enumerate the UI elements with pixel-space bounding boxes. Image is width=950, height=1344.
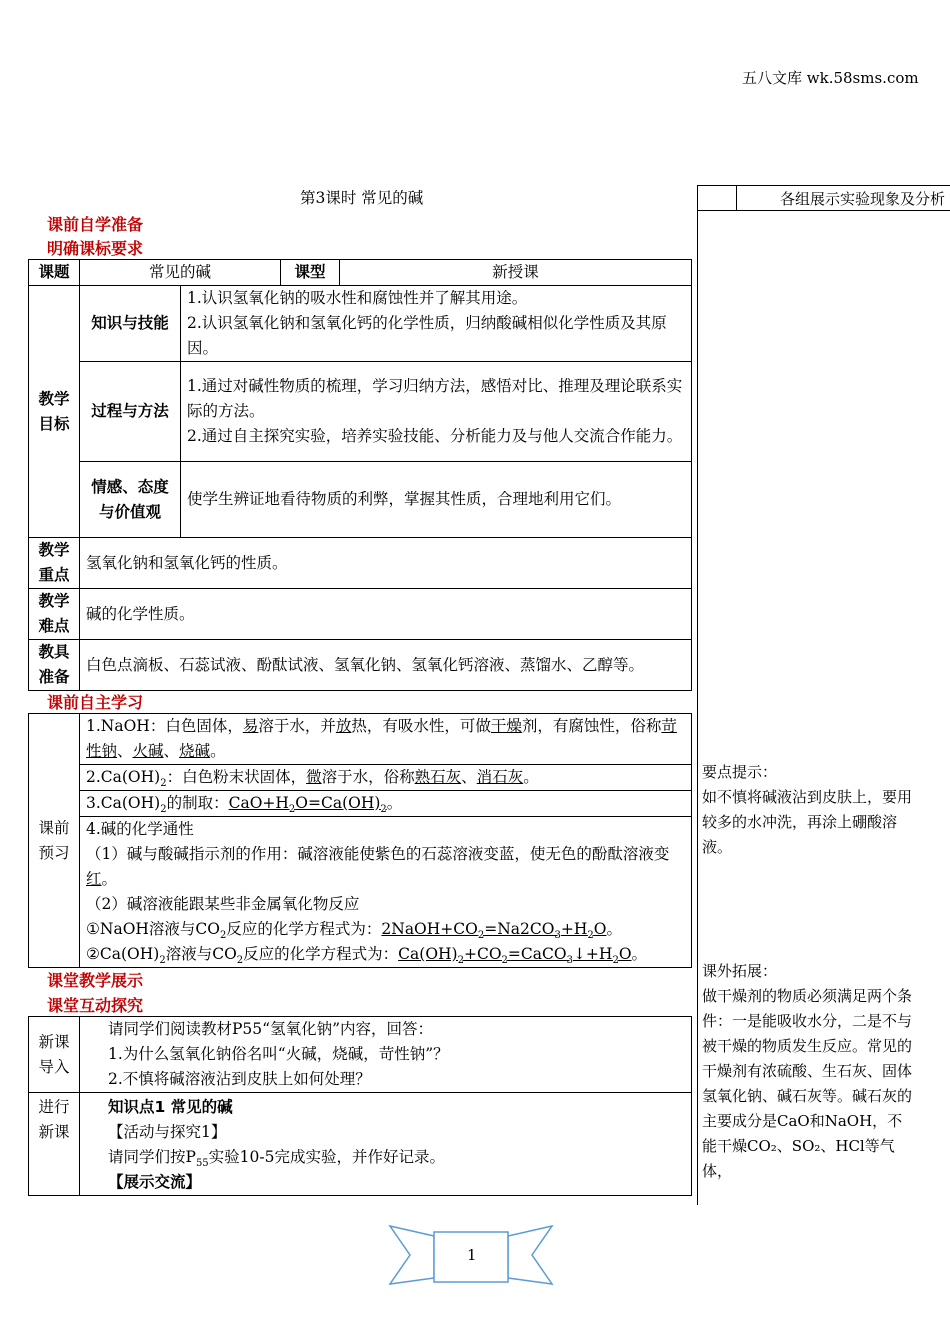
side-header-divider	[736, 185, 737, 210]
preview-label: 课前预习	[29, 714, 80, 968]
topic-label: 课题	[29, 260, 80, 286]
emotion-label: 情感、态度与价值观	[80, 462, 181, 538]
side-column-border	[697, 210, 698, 1205]
key-label: 教学重点	[29, 538, 80, 589]
difficulty-text: 碱的化学性质。	[80, 589, 692, 640]
section-standards: 明确课标要求	[47, 239, 144, 258]
extension-title: 课外拓展：	[702, 962, 778, 980]
tip-title: 要点提示：	[702, 763, 778, 781]
tip-body: 如不慎将碱液沾到皮肤上，要用较多的水冲洗，再涂上硼酸溶液。	[702, 788, 913, 856]
emotion-text: 使学生辨证地看待物质的利弊，掌握其性质，合理地利用它们。	[181, 462, 692, 538]
watermark: 五八文库 wk.58sms.com	[742, 69, 919, 87]
key-text: 氢氧化钠和氢氧化钙的性质。	[80, 538, 692, 589]
section-selfstudy: 课前自主学习	[47, 693, 144, 712]
section-prep: 课前自学准备	[47, 215, 144, 234]
extension-body: 做干燥剂的物质必须满足两个条件：一是能吸收水分，二是不与被干燥的物质发生反应。常见的干燥剂有浓硫酸、生石灰、固体氢氧化钠、碱石灰等。碱石灰的主要成分是CaO和NaOH，不能干燥CO₂、SO₂、HCl等气体，	[702, 987, 913, 1180]
intro-cell	[80, 1017, 692, 1093]
tools-text: 白色点滴板、石蕊试液、酚酞试液、氢氧化钠、氢氧化钙溶液、蒸馏水、乙醇等。	[80, 640, 692, 691]
knowledge-point-1: 知识点1 常见的碱	[108, 1098, 233, 1116]
side-header-text: 各组展示实验现象及分析	[780, 190, 946, 208]
experiment-instruction: 请同学们按$P_{55}$实验10-5完成实验，并作好记录。	[108, 1148, 445, 1170]
process-cell	[181, 362, 692, 462]
tools-label: 教具准备	[29, 640, 80, 691]
preview-table	[28, 713, 692, 968]
show-exchange: 【展示交流】	[108, 1173, 202, 1191]
process-label: 过程与方法	[80, 362, 181, 462]
preview-row-caoh2: $2.Ca(OH)_2$：白色粉末状固体，微溶于水，俗称熟石灰、消石灰。	[80, 765, 692, 791]
preview-row-naoh: 1.NaOH：白色固体，易溶于水，并放热，有吸水性，可做干燥剂，有腐蚀性，俗称苛性钠、火碱、烧碱。	[80, 714, 692, 765]
lesson-info-table	[28, 259, 692, 691]
knowledge-2: 2.认识氢氧化钠和氢氧化钙的化学性质，归纳酸碱相似化学性质及其原因。	[187, 314, 667, 357]
preview-row-preparation: $3.Ca(OH)_2$的制取：$CaO+H_2O=Ca(OH)_2$。	[80, 791, 692, 817]
knowledge-label: 知识与技能	[80, 286, 181, 362]
process-1: 1.通过对碱性物质的梳理，学习归纳方法，感悟对比、推理及理论联系实际的方法。	[187, 377, 683, 420]
page-title: 第3课时 常见的碱	[300, 189, 424, 207]
goal-label: 教学目标	[29, 286, 80, 538]
type-label: 课型	[281, 260, 340, 286]
section-classroom: 课堂教学展示	[47, 971, 144, 990]
activity-1: 【活动与探究1】	[108, 1123, 227, 1141]
new-lesson-cell	[80, 1093, 692, 1196]
section-explore: 课堂互动探究	[47, 996, 144, 1015]
intro-label: 新课导入	[29, 1017, 80, 1093]
page-number: 1	[467, 1246, 477, 1264]
new-lesson-label: 进行新课	[29, 1093, 80, 1196]
intro-3: 2.不慎将碱溶液沾到皮肤上如何处理？	[108, 1070, 371, 1088]
intro-1: 请同学们阅读教材P55“氢氧化钠”内容，回答：	[108, 1020, 434, 1038]
process-2: 2.通过自主探究实验，培养实验技能、分析能力及与他人交流合作能力。	[187, 427, 683, 445]
intro-2: 1.为什么氢氧化钠俗名叫“火碱，烧碱，苛性钠”？	[108, 1045, 449, 1063]
knowledge-1: 1.认识氢氧化钠的吸水性和腐蚀性并了解其用途。	[187, 289, 528, 307]
classroom-table	[28, 1016, 692, 1196]
topic-value: 常见的碱	[80, 260, 281, 286]
preview-row-properties: 4.碱的化学通性 （1）碱与酸碱指示剂的作用：碱溶液能使紫色的石蕊溶液变蓝，使无色的酚酞溶液变红。 （2）碱溶液能跟某些非金属氧化物反应 ①NaOH溶液与$CO_2$反应的化学方程式为：$2NaOH+CO_2=Na2CO_3+H_2O$。 $②Ca(OH)_2$溶液与$CO_2$反应的化学方程式为：$Ca(OH)_2+CO_2=CaCO_3↓+H_2O$。	[80, 817, 692, 968]
knowledge-cell	[181, 286, 692, 362]
type-value: 新授课	[340, 260, 692, 286]
difficulty-label: 教学难点	[29, 589, 80, 640]
